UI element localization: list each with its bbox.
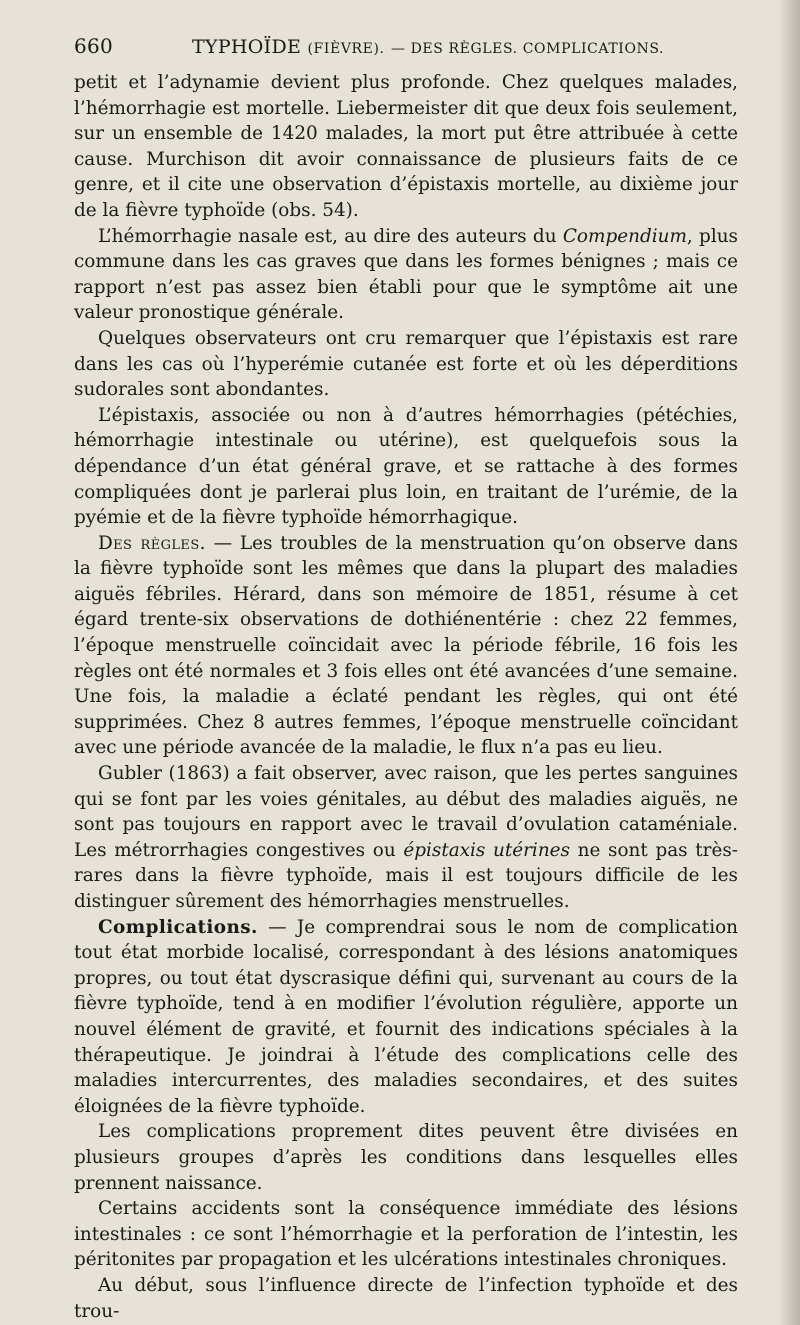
- paragraph-gubler: [74, 761, 738, 915]
- paragraph-nasal-hemorrhage: [74, 224, 738, 326]
- page-number: 660: [74, 34, 114, 58]
- paragraph-associated-hemorrhages: L’épistaxis, associée ou non à d’autres hémorrhagies (pétéchies, hémorrhagie intestinale ou utérine), est quelquefois sous la dépendance d’un état général grave, et se rattache à des formes compliquées dont je parlerai plus loin, en traitant de l’urémie, de la pyémie et de la fièvre typhoïde hémorrhagique.: [74, 404, 738, 529]
- running-title: [192, 36, 664, 58]
- running-head: [74, 34, 738, 70]
- paragraph-at-onset: Au début, sous l’influence directe de l’infection typhoïde et des trou-: [74, 1274, 738, 1322]
- section-heading-des-regles: Des règles.: [98, 532, 206, 554]
- paragraph-gubler-start: Gubler (1863) a fait observer, avec raison, que les pertes sanguines qui se font par les voies génitales, au début des maladies aiguës, ne sont pas toujours en rapport avec le travail d’ovulation cataméniale. Les métrorrhagies congestives ou: [74, 763, 738, 861]
- compendium-title: Compendium: [562, 225, 687, 247]
- paragraph-nasal-hemorrhage-end: , plus commune dans les cas graves que dans les formes bénignes ; mais ce rapport n’est pas assez bien établi pour que le symptôme ait une valeur pronostique générale.: [74, 225, 738, 324]
- running-title-rest: — DES RÈGLES. COMPLICATIONS.: [390, 41, 665, 57]
- paragraph-complication-groups: Les complications proprement dites peuvent être divisées en plusieurs groupes d’après les conditions dans lesquelles elles prennent naissance.: [74, 1121, 738, 1194]
- paragraph-gubler-end: ne sont pas très-rares dans la fièvre typhoïde, mais il est toujours difficile de les distinguer sûrement des hémorrhagies menstruelles.: [74, 839, 738, 912]
- paragraph-intestinal-lesions: Certains accidents sont la conséquence immédiate des lésions intestinales : ce sont l’hémorrhagie et la perforation de l’intestin, les péritonites par propagation et les ulcérations intestinales chroniques.: [74, 1198, 738, 1271]
- section-heading-complications: Complications.: [98, 916, 258, 938]
- running-title-paren: (FIÈVRE).: [307, 41, 385, 57]
- paragraph-epistaxis-mortality: petit et l’adynamie devient plus profonde. Chez quelques malades, l’hémorrhagie est mortelle. Liebermeister dit que deux fois seulement, sur un ensemble de 1420 malades, la mort put être attribuée à cette cause. Murchison dit avoir connaissance de plusieurs faits de ce genre, et il cite une observation d’épistaxis mortelle, au dixième jour de la fièvre typhoïde (obs. 54).: [74, 72, 738, 221]
- paragraph-complications-text: — Je comprendrai sous le nom de complication tout état morbide localisé, correspondant à des lésions anatomiques propres, ou tout état dyscrasique défini qui, survenant au cours de la fièvre typhoïde, tend à en modifier l’évolution régulière, apporte un nouvel élément de gravité, et fournit des indications spéciales à la thérapeutique. Je joindrai à l’étude des complications celle des maladies intercurrentes, des maladies secondaires, et des suites éloignées de la fièvre typhoïde.: [74, 916, 738, 1117]
- paragraph-complications: [74, 915, 738, 1120]
- running-title-main: TYPHOÏDE: [192, 36, 302, 58]
- paragraph-des-regles-text: — Les troubles de la menstruation qu’on observe dans la fièvre typhoïde sont les mêmes que dans la plupart des maladies aiguës fébriles. Hérard, dans son mémoire de 1851, résume à cet égard trente-six observations de dothiénentérie : chez 22 femmes, l’époque menstruelle coïncidait avec la période fébrile, 16 fois les règles ont été normales et 3 fois elles ont été avancées d’une semaine. Une fois, la maladie a éclaté pendant les règles, qui ont été supprimées. Chez 8 autres femmes, l’époque menstruelle coïncidant avec une période avancée de la maladie, le flux n’a pas eu lieu.: [74, 532, 738, 759]
- paragraph-des-regles: [74, 531, 738, 761]
- body-text: [74, 70, 738, 1324]
- uterine-epistaxis-term: épistaxis utérines: [403, 839, 570, 861]
- paragraph-nasal-hemorrhage-start: L’hémorrhagie nasale est, au dire des auteurs du: [98, 225, 563, 247]
- paragraph-hyperemia: Quelques observateurs ont cru remarquer que l’épistaxis est rare dans les cas où l’hyperémie cutanée est forte et où les déperditions sudorales sont abondantes.: [74, 327, 738, 401]
